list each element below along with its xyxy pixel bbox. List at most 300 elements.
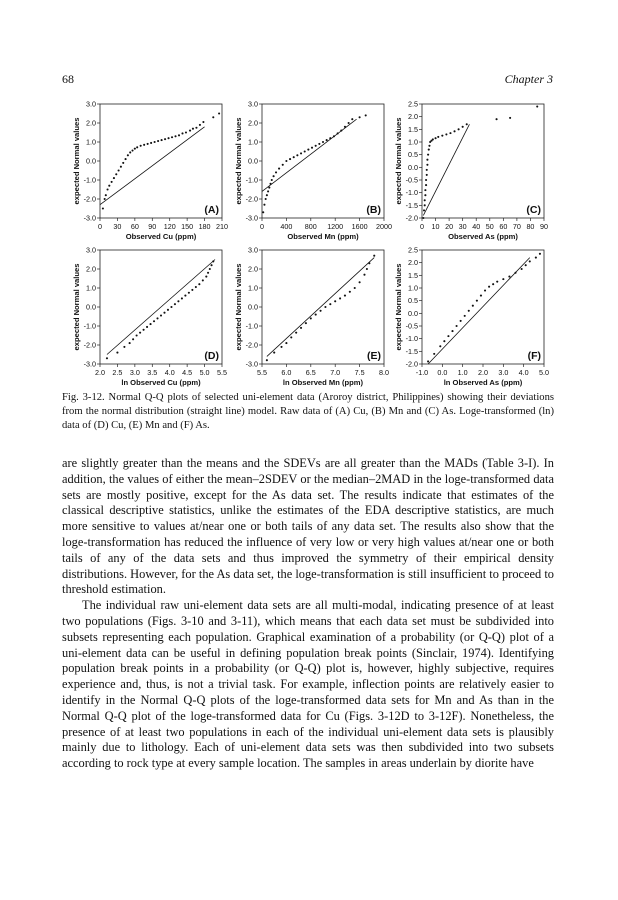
panel-e-xtick-label: 5.5 bbox=[257, 368, 267, 377]
panel-c-data-point bbox=[428, 149, 430, 151]
panel-f-xlabel: ln Observed As (ppm) bbox=[443, 378, 523, 387]
panel-d-ytick-label: -2.0 bbox=[83, 340, 96, 350]
panel-a-data-point bbox=[202, 121, 204, 123]
panel-b-data-point bbox=[365, 114, 367, 116]
panel-a-data-point bbox=[105, 194, 107, 196]
panel-d-data-point bbox=[136, 334, 138, 336]
panel-e-data-point bbox=[285, 342, 287, 344]
panel-c-data-point bbox=[441, 135, 443, 137]
panel-b-data-point bbox=[351, 118, 353, 120]
panel-c-data-point bbox=[424, 194, 426, 196]
panel-c-data-point bbox=[424, 199, 426, 201]
panel-f-data-point bbox=[521, 268, 523, 270]
panel-a-xtick-label: 60 bbox=[130, 222, 139, 231]
panel-b-data-point bbox=[318, 143, 320, 145]
panel-b-xtick-label: 400 bbox=[280, 222, 293, 231]
panel-c-ytick-label: 2.5 bbox=[408, 99, 418, 109]
panel-b-data-point bbox=[348, 122, 350, 124]
panel-e-data-point bbox=[339, 297, 341, 299]
panel-f-ytick-label: 0.5 bbox=[408, 296, 418, 306]
panel-e-data-point bbox=[290, 336, 292, 338]
panel-d-data-point bbox=[123, 346, 125, 348]
panel-d-xtick-label: 3.0 bbox=[129, 368, 140, 377]
panel-b-data-point bbox=[293, 156, 295, 158]
panel-a-data-point bbox=[195, 127, 197, 129]
panel-f-data-point bbox=[508, 276, 510, 278]
panel-e-data-point bbox=[295, 332, 297, 334]
panel-c-data-point bbox=[424, 189, 426, 191]
panel-e-data-point bbox=[329, 303, 331, 305]
panel-c-data-point bbox=[432, 138, 434, 140]
panel-e-xtick-label: 7.0 bbox=[330, 368, 341, 377]
panel-d-data-point bbox=[106, 357, 108, 359]
panel-e-ytick-label: -1.0 bbox=[245, 321, 258, 331]
panel-b-ytick-label: -2.0 bbox=[245, 194, 258, 204]
panel-d-data-point bbox=[184, 295, 186, 297]
panel-d-xtick-label: 5.0 bbox=[199, 368, 210, 377]
panel-c-label: (C) bbox=[526, 204, 541, 216]
panel-d-xtick-label: 2.5 bbox=[112, 368, 123, 377]
panel-a-data-point bbox=[113, 177, 115, 179]
panel-d-data-point bbox=[210, 264, 212, 266]
panel-a-data-point bbox=[154, 141, 156, 143]
panel-f-data-point bbox=[514, 272, 516, 274]
panel-d-data-point bbox=[198, 283, 200, 285]
panel-d-data-point bbox=[149, 323, 151, 325]
panel-f-ytick-label: 0.0 bbox=[408, 308, 418, 318]
panel-a-data-point bbox=[140, 145, 142, 147]
panel-d-data-point bbox=[207, 272, 209, 274]
panel-a-data-point bbox=[143, 144, 145, 146]
panel-b-ytick-label: 3.0 bbox=[248, 99, 258, 109]
panel-c-frame bbox=[422, 104, 544, 218]
panel-c-data-point bbox=[424, 204, 426, 206]
panel-c-data-point bbox=[426, 159, 428, 161]
panel-e-xtick-label: 8.0 bbox=[379, 368, 389, 377]
panel-b-data-point bbox=[307, 149, 309, 151]
panel-c-xtick-label: 40 bbox=[472, 222, 481, 231]
panel-c-data-point bbox=[426, 164, 428, 166]
page-number: 68 bbox=[62, 72, 74, 86]
panel-c-ytick-label: -1.5 bbox=[405, 200, 418, 210]
panel-b-reference-line bbox=[262, 119, 357, 191]
panel-c-ytick-label: -0.5 bbox=[405, 175, 418, 185]
panel-c-data-point bbox=[422, 217, 424, 219]
panel-b-data-point bbox=[278, 168, 280, 170]
panel-b-data-point bbox=[289, 158, 291, 160]
panel-f-data-point bbox=[535, 257, 537, 259]
panel-b-ytick-label: 1.0 bbox=[248, 137, 258, 147]
panel-b-ytick-label: 2.0 bbox=[248, 118, 258, 128]
panel-d-xtick-label: 2.0 bbox=[95, 368, 105, 377]
panel-a-data-point bbox=[147, 143, 149, 145]
panel-a-data-point bbox=[107, 188, 109, 190]
panel-d-data-point bbox=[188, 292, 190, 294]
panel-f-xtick-label: 1.0 bbox=[457, 368, 468, 377]
panel-d-data-point bbox=[153, 320, 155, 322]
panel-a-xtick-label: 210 bbox=[216, 222, 228, 231]
chapter-title: Chapter 3 bbox=[504, 72, 553, 86]
panel-a-data-point bbox=[115, 173, 117, 175]
panel-b-data-point bbox=[273, 175, 275, 177]
panel-f-data-point bbox=[460, 320, 462, 322]
panel-d-ytick-label: 0.0 bbox=[86, 302, 96, 312]
panel-a-ytick-label: -1.0 bbox=[83, 175, 96, 185]
qq-plot-figure bbox=[62, 96, 554, 388]
panel-b-data-point bbox=[322, 141, 324, 143]
panel-c-data-point bbox=[423, 209, 425, 211]
panel-d-data-point bbox=[167, 309, 169, 311]
panel-f-data-point bbox=[433, 353, 435, 355]
panel-f-data-point bbox=[468, 310, 470, 312]
panel-a-data-point bbox=[129, 151, 131, 153]
panel-b-data-point bbox=[340, 130, 342, 132]
panel-c-data-point bbox=[437, 136, 439, 138]
panel-b-data-point bbox=[359, 116, 361, 118]
panel-c-data-point bbox=[536, 105, 538, 107]
panel-e-data-point bbox=[320, 310, 322, 312]
panel-d-data-point bbox=[160, 315, 162, 317]
panel-f-xtick-label: 2.0 bbox=[478, 368, 488, 377]
panel-f-xtick-label: 5.0 bbox=[539, 368, 549, 377]
panel-c-data-point bbox=[453, 130, 455, 132]
panel-c-xtick-label: 80 bbox=[526, 222, 535, 231]
panel-d-data-point bbox=[174, 303, 176, 305]
panel-c-ylabel: expected Normal values bbox=[394, 117, 403, 205]
panel-b-frame bbox=[262, 104, 384, 218]
panel-c-xtick-label: 20 bbox=[445, 222, 454, 231]
panel-c-xtick-label: 60 bbox=[499, 222, 508, 231]
panel-f-xtick-label: -1.0 bbox=[415, 368, 429, 377]
panel-b-data-point bbox=[271, 179, 273, 181]
panel-d-data-point bbox=[195, 286, 197, 288]
panel-c-data-point bbox=[449, 132, 451, 134]
panel-f-reference-line bbox=[428, 258, 530, 364]
panel-c-data-point bbox=[427, 154, 429, 156]
panel-f-data-point bbox=[447, 335, 449, 337]
panel-f-ytick-label: -1.5 bbox=[405, 346, 418, 356]
panel-b-data-point bbox=[329, 137, 331, 139]
panel-a-ytick-label: -3.0 bbox=[83, 213, 96, 223]
panel-d-data-point bbox=[146, 326, 148, 328]
panel-b-data-point bbox=[326, 139, 328, 141]
panel-e-data-point bbox=[366, 268, 368, 270]
panel-a-ytick-label: 1.0 bbox=[86, 137, 96, 147]
panel-b-ytick-label: 0.0 bbox=[248, 156, 258, 166]
panel-d-xtick-label: 5.5 bbox=[217, 368, 227, 377]
panel-b-data-point bbox=[311, 147, 313, 149]
panel-d-reference-line bbox=[107, 260, 215, 355]
panel-a-data-point bbox=[161, 139, 163, 141]
panel-e-ytick-label: 3.0 bbox=[248, 245, 258, 255]
panel-a-data-point bbox=[120, 166, 122, 168]
panel-c-xtick-label: 10 bbox=[431, 222, 440, 231]
panel-f-ytick-label: 2.0 bbox=[408, 258, 418, 268]
panel-d-data-point bbox=[143, 329, 145, 331]
panel-f-data-point bbox=[496, 281, 498, 283]
panel-f-data-point bbox=[480, 295, 482, 297]
panel-f-data-point bbox=[472, 305, 474, 307]
panel-c-data-point bbox=[435, 137, 437, 139]
panel-b-data-point bbox=[282, 164, 284, 166]
panel-d-ylabel: expected Normal values bbox=[72, 263, 81, 351]
paragraph-2: The individual raw uni-element data sets are all multi-modal, indicating presence of at least two populations (Figs. 3-10 and 3-11), which means that each data set must be subdivided into subsets representing each population. Graphical examination of a probability (or Q-Q) plot of a uni-element data can be useful in defining population break points (Sinclair, 1974). Identifying population break points in a probability (or Q-Q) plot is, however, highly subjective, requires experience and, thus, is not a trivial task. For example, inflection points are relatively easier to identify in the Normal Q-Q plots of the loge-transformed data sets for Mn and As than in the Normal Q-Q plot of the loge-transformed data for Cu (Figs. 3-12D to 3-12F). Nonetheless, the presence of at least two populations in each of the individual uni-element data sets is plausibly mainly due to lithology. Each of uni-element data sets was then subdivided into two subsets according to rock type at every sample location. The samples in areas underlain by diorite have bbox=[62, 598, 554, 771]
panel-f-data-point bbox=[464, 315, 466, 317]
panel-d-ytick-label: -1.0 bbox=[83, 321, 96, 331]
panel-c-data-point bbox=[509, 117, 511, 119]
panel-d-data-point bbox=[191, 289, 193, 291]
panel-f-data-point bbox=[539, 253, 541, 255]
panel-b-data-point bbox=[304, 150, 306, 152]
panel-a-data-point bbox=[192, 128, 194, 130]
panel-f-data-point bbox=[456, 325, 458, 327]
panel-e-ytick-label: -3.0 bbox=[245, 359, 258, 369]
figure-caption: Fig. 3-12. Normal Q-Q plots of selected uni-element data (Aroroy district, Philippines) showing their deviations from the normal distribution (straight line) model. Raw data of (A) Cu, (B) Mn and (C) As. Loge-transformed (ln) data of (D) Cu, (E) Mn and (F) As. bbox=[62, 392, 554, 431]
panel-e-data-point bbox=[280, 346, 282, 348]
panel-b-xtick-label: 0 bbox=[260, 222, 264, 231]
panel-d-data-point bbox=[116, 352, 118, 354]
panel-c-xtick-label: 50 bbox=[485, 222, 494, 231]
panel-e-xtick-label: 6.5 bbox=[305, 368, 316, 377]
panel-a-data-point bbox=[136, 146, 138, 148]
panel-f-data-point bbox=[443, 340, 445, 342]
panel-a-xlabel: Observed Cu (ppm) bbox=[125, 232, 197, 241]
panel-d-data-point bbox=[139, 332, 141, 334]
panel-a-label: (A) bbox=[204, 204, 219, 216]
panel-f-data-point bbox=[492, 283, 494, 285]
panel-a-xtick-label: 90 bbox=[148, 222, 157, 231]
panel-a-data-point bbox=[164, 138, 166, 140]
panel-e-reference-line bbox=[267, 258, 374, 357]
panel-a-data-point bbox=[134, 148, 136, 150]
panel-a-data-point bbox=[174, 135, 176, 137]
panel-b-data-point bbox=[344, 126, 346, 128]
panel-a-data-point bbox=[157, 140, 159, 142]
panel-c-ytick-label: -1.0 bbox=[405, 188, 418, 198]
panel-a-data-point bbox=[122, 162, 124, 164]
panel-d-data-point bbox=[156, 317, 158, 319]
panel-d-data-point bbox=[177, 300, 179, 302]
panel-a-data-point bbox=[104, 198, 106, 200]
panel-b-data-point bbox=[285, 160, 287, 162]
panel-b-xtick-label: 800 bbox=[304, 222, 317, 231]
panel-e-data-point bbox=[315, 314, 317, 316]
panel-b-data-point bbox=[268, 187, 270, 189]
panel-e-data-point bbox=[324, 306, 326, 308]
panel-c-ytick-label: 1.5 bbox=[408, 124, 418, 134]
panel-b-data-point bbox=[337, 132, 339, 134]
panel-f-ytick-label: -1.0 bbox=[405, 334, 418, 344]
panel-c-xlabel: Observed As (ppm) bbox=[448, 232, 518, 241]
panel-b-xtick-label: 1200 bbox=[327, 222, 344, 231]
panel-d-xlabel: ln Observed Cu (ppm) bbox=[121, 378, 201, 387]
panel-c-xtick-label: 30 bbox=[458, 222, 467, 231]
panel-d-xtick-label: 4.0 bbox=[164, 368, 175, 377]
panel-d-data-point bbox=[132, 338, 134, 340]
panel-f-data-point bbox=[451, 330, 453, 332]
body-text bbox=[62, 456, 554, 772]
panel-e-ytick-label: 2.0 bbox=[248, 264, 258, 274]
panel-a-data-point bbox=[218, 112, 220, 114]
panel-b-data-point bbox=[315, 145, 317, 147]
panel-a-data-point bbox=[168, 137, 170, 139]
panel-b-ytick-label: -1.0 bbox=[245, 175, 258, 185]
panel-e-data-point bbox=[305, 322, 307, 324]
panel-d-label: (D) bbox=[204, 350, 219, 362]
panel-f-ylabel: expected Normal values bbox=[394, 263, 403, 351]
panel-e-data-point bbox=[310, 317, 312, 319]
panel-f-data-point bbox=[439, 345, 441, 347]
panel-d-xtick-label: 3.5 bbox=[147, 368, 158, 377]
panel-b-data-point bbox=[269, 183, 271, 185]
panel-b-data-point bbox=[263, 204, 265, 206]
panel-a-data-point bbox=[108, 185, 110, 187]
panel-d-data-point bbox=[181, 297, 183, 299]
panel-a-xtick-label: 150 bbox=[181, 222, 194, 231]
panel-d-ytick-label: -3.0 bbox=[83, 359, 96, 369]
panel-c-xtick-label: 70 bbox=[512, 222, 521, 231]
panel-a-ytick-label: -2.0 bbox=[83, 194, 96, 204]
panel-d-data-point bbox=[129, 342, 131, 344]
panel-c-data-point bbox=[466, 123, 468, 125]
panel-b-data-point bbox=[262, 211, 264, 213]
panel-c-data-point bbox=[428, 145, 430, 147]
panel-f-xtick-label: 0.0 bbox=[437, 368, 448, 377]
panel-a-data-point bbox=[118, 169, 120, 171]
panel-a-data-point bbox=[181, 132, 183, 134]
panel-f-data-point bbox=[502, 278, 504, 280]
panel-a-data-point bbox=[171, 136, 173, 138]
panel-b-data-point bbox=[296, 154, 298, 156]
panel-e-data-point bbox=[334, 300, 336, 302]
panel-e-ylabel: expected Normal values bbox=[234, 263, 243, 351]
panel-c-data-point bbox=[426, 169, 428, 171]
panel-c-data-point bbox=[425, 184, 427, 186]
panel-c-ytick-label: 1.0 bbox=[408, 137, 418, 147]
panel-e-data-point bbox=[273, 352, 275, 354]
panel-c-reference-line bbox=[423, 124, 469, 215]
panel-d-data-point bbox=[205, 276, 207, 278]
panel-b-xtick-label: 2000 bbox=[376, 222, 392, 231]
panel-c-data-point bbox=[426, 174, 428, 176]
panel-a-data-point bbox=[131, 150, 133, 152]
panel-a-ytick-label: 0.0 bbox=[86, 156, 96, 166]
panel-e-data-point bbox=[344, 295, 346, 297]
panel-b-ytick-label: -3.0 bbox=[245, 213, 258, 223]
panel-f-ytick-label: 1.0 bbox=[408, 283, 418, 293]
panel-a-xtick-label: 0 bbox=[98, 222, 102, 231]
panel-c-xtick-label: 90 bbox=[540, 222, 548, 231]
panel-c-data-point bbox=[445, 133, 447, 135]
panel-f-xtick-label: 3.0 bbox=[498, 368, 509, 377]
panel-e-data-point bbox=[363, 274, 365, 276]
panel-e-xlabel: ln Observed Mn (ppm) bbox=[282, 378, 364, 387]
panel-b-data-point bbox=[265, 198, 267, 200]
panel-f-ytick-label: 1.5 bbox=[408, 270, 418, 280]
panel-e-data-point bbox=[368, 262, 370, 264]
panel-b-xlabel: Observed Mn (ppm) bbox=[287, 232, 359, 241]
panel-c-data-point bbox=[425, 179, 427, 181]
panel-c-ytick-label: -2.0 bbox=[405, 213, 418, 223]
panel-f-ytick-label: -2.0 bbox=[405, 359, 418, 369]
panel-a-xtick-label: 30 bbox=[113, 222, 122, 231]
panel-a-data-point bbox=[102, 207, 104, 209]
panel-a-reference-line bbox=[100, 127, 205, 205]
panel-f-label: (F) bbox=[527, 350, 541, 362]
panel-b-ylabel: expected Normal values bbox=[234, 117, 243, 205]
panel-a-data-point bbox=[127, 154, 129, 156]
panel-b-data-point bbox=[275, 171, 277, 173]
panel-c-ytick-label: 2.0 bbox=[408, 112, 418, 122]
panel-e-label: (E) bbox=[367, 350, 381, 362]
panel-f-xtick-label: 4.0 bbox=[518, 368, 529, 377]
panel-c-ytick-label: 0.0 bbox=[408, 162, 418, 172]
panel-c-data-point bbox=[462, 126, 464, 128]
panel-b-label: (B) bbox=[366, 204, 381, 216]
panel-e-data-point bbox=[266, 359, 268, 361]
panel-a-data-point bbox=[189, 130, 191, 132]
panel-a-data-point bbox=[199, 124, 201, 126]
panel-e-frame bbox=[262, 250, 384, 364]
panel-e-xtick-label: 6.0 bbox=[281, 368, 292, 377]
panel-e-ytick-label: -2.0 bbox=[245, 340, 258, 350]
panel-f-data-point bbox=[488, 286, 490, 288]
panel-d-data-point bbox=[212, 260, 214, 262]
panel-c-ytick-label: 0.5 bbox=[408, 150, 418, 160]
panel-e-ytick-label: 1.0 bbox=[248, 283, 258, 293]
panel-a-xtick-label: 120 bbox=[163, 222, 176, 231]
panel-e-ytick-label: 0.0 bbox=[248, 302, 258, 312]
panel-e-xtick-label: 7.5 bbox=[354, 368, 365, 377]
panel-a-ytick-label: 3.0 bbox=[86, 99, 96, 109]
panel-d-data-point bbox=[163, 312, 165, 314]
panel-c-xtick-label: 0 bbox=[420, 222, 424, 231]
panel-a-data-point bbox=[212, 116, 214, 118]
panel-b-data-point bbox=[333, 135, 335, 137]
panel-d-ytick-label: 1.0 bbox=[86, 283, 96, 293]
panel-a-data-point bbox=[185, 131, 187, 133]
panel-a-xtick-label: 180 bbox=[198, 222, 211, 231]
panel-e-data-point bbox=[354, 287, 356, 289]
panel-f-data-point bbox=[427, 360, 429, 362]
panel-a-data-point bbox=[111, 181, 113, 183]
panel-a-data-point bbox=[150, 142, 152, 144]
panel-b-data-point bbox=[266, 194, 268, 196]
panel-b-data-point bbox=[300, 152, 302, 154]
panel-a-ylabel: expected Normal values bbox=[72, 117, 81, 205]
panel-e-data-point bbox=[373, 255, 375, 257]
panel-b-xtick-label: 1600 bbox=[351, 222, 368, 231]
paragraph-1: are slightly greater than the means and the SDEVs are all greater than the MADs (Table 3-I). In addition, the values of either the mean–2SDEV or the median–2MAD in the loge-transformed data sets are mostly positive, except for the As data set. The results indicate that estimates of the classical descriptive statistics, unlike the estimates of the EDA descriptive statistics, are much more sensitive to values at/near one or both tails of any data set. The results also show that the loge-transformation has reduced the influence of very low or very high values at/near one or both tails of any of the data sets and thus improved the symmetry of their empirical density distributions. However, for the As data set, the loge-transformation is still insufficient to proceed to threshold estimation. bbox=[62, 456, 554, 597]
panel-d-data-point bbox=[209, 268, 211, 270]
panel-e-data-point bbox=[300, 327, 302, 329]
panel-f-ytick-label: 2.5 bbox=[408, 245, 418, 255]
panel-c-data-point bbox=[496, 118, 498, 120]
panel-f-data-point bbox=[476, 300, 478, 302]
panel-d-data-point bbox=[202, 279, 204, 281]
panel-d-data-point bbox=[170, 306, 172, 308]
panel-d-xtick-label: 4.5 bbox=[182, 368, 193, 377]
panel-d-ytick-label: 2.0 bbox=[86, 264, 96, 274]
panel-f-ytick-label: -0.5 bbox=[405, 321, 418, 331]
panel-e-data-point bbox=[349, 291, 351, 293]
panel-a-data-point bbox=[178, 134, 180, 136]
panel-d-ytick-label: 3.0 bbox=[86, 245, 96, 255]
panel-f-data-point bbox=[529, 260, 531, 262]
panel-f-data-point bbox=[484, 289, 486, 291]
panel-a-data-point bbox=[125, 158, 127, 160]
panel-e-data-point bbox=[359, 281, 361, 283]
